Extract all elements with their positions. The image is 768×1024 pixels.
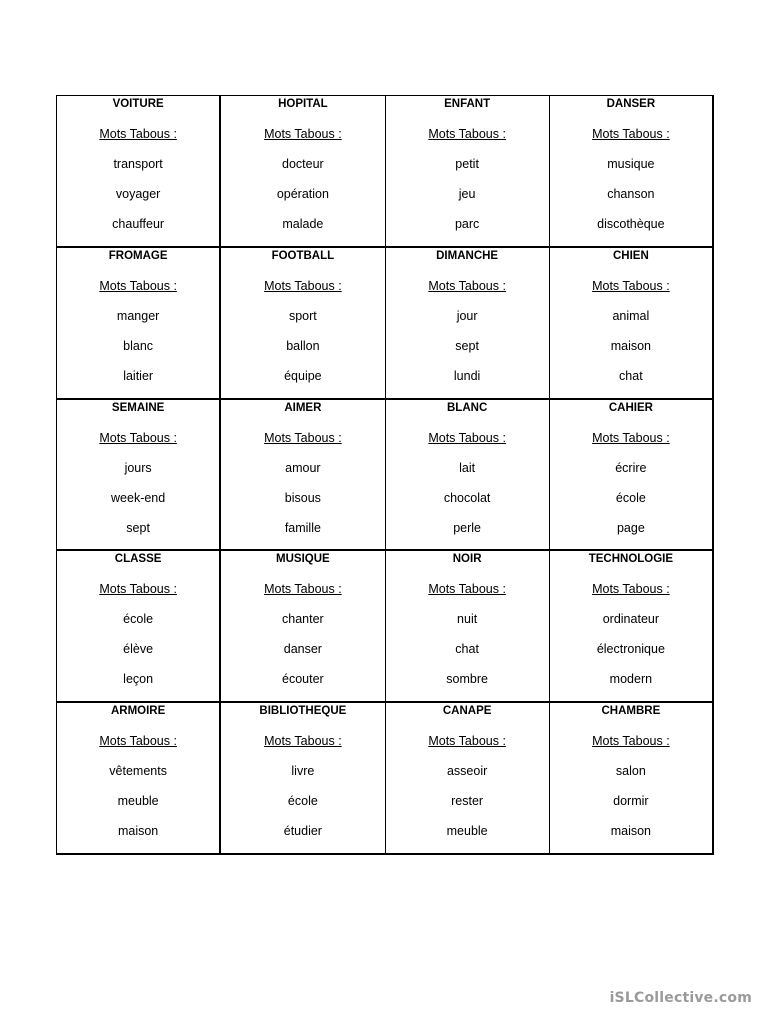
taboo-card-bibliotheque [221,703,385,855]
taboo-words-label: Mots Tabous : [428,127,506,141]
card-title: BLANC [447,401,488,414]
card-title: CHAMBRE [601,705,661,718]
taboo-word: nuit [457,612,478,627]
card-title: VOITURE [112,98,164,110]
taboo-words-label: Mots Tabous : [264,278,342,293]
taboo-word: élève [123,642,154,657]
taboo-word: électronique [596,642,665,657]
taboo-word: ordinateur [602,612,660,627]
taboo-card-technologie [550,551,714,703]
card-title: CHIEN [612,249,649,262]
taboo-words-label: Mots Tabous : [592,582,670,597]
taboo-word: chanson [607,187,655,201]
taboo-word: malade [282,217,324,231]
card-title: ENFANT [444,98,491,110]
taboo-word: week-end [111,490,166,505]
card-title: AIMER [284,401,322,414]
taboo-word: équipe [284,368,322,383]
taboo-words-label: Mots Tabous : [264,430,342,445]
taboo-word: jeu [458,187,476,201]
card-title: MUSIQUE [276,553,330,566]
taboo-word: lundi [453,368,481,383]
taboo-word: étudier [283,824,322,839]
taboo-word: sombre [446,672,488,687]
card-title: CLASSE [114,553,162,566]
taboo-word: salon [615,764,646,779]
taboo-words-label: Mots Tabous : [592,430,670,445]
taboo-word: page [616,520,645,535]
card-title: TECHNOLOGIE [588,553,674,566]
card-title: ARMOIRE [110,705,166,718]
taboo-word: vêtements [109,764,167,779]
taboo-word: chocolat [443,490,491,505]
taboo-words-label: Mots Tabous : [99,127,177,141]
taboo-words-label: Mots Tabous : [428,582,506,597]
card-title: NOIR [452,553,482,566]
taboo-word: chat [619,368,643,383]
taboo-word: meuble [446,824,488,839]
taboo-word: école [123,612,154,627]
taboo-word: livre [291,764,315,779]
taboo-words-label: Mots Tabous : [264,127,342,141]
taboo-word: laitier [123,368,154,383]
taboo-words-label: Mots Tabous : [428,430,506,445]
taboo-word: opération [276,187,329,201]
taboo-word: docteur [282,157,324,171]
card-title: DANSER [606,98,656,110]
taboo-word: jours [124,460,152,475]
taboo-word: transport [113,157,163,171]
taboo-word: école [615,490,646,505]
card-title: CANAPE [442,705,492,718]
taboo-card-grid [56,95,714,855]
taboo-word: écouter [282,672,324,687]
taboo-word: manger [116,308,160,323]
taboo-word: ballon [286,338,320,353]
taboo-word: voyager [115,187,161,201]
taboo-words-label: Mots Tabous : [264,734,342,749]
taboo-words-label: Mots Tabous : [99,734,177,749]
taboo-word: petit [455,157,479,171]
taboo-word: chauffeur [112,217,165,231]
taboo-card-noir [386,551,550,703]
taboo-words-label: Mots Tabous : [264,582,342,597]
taboo-word: perle [453,520,482,535]
taboo-word: maison [610,824,652,839]
taboo-word: jour [456,308,478,323]
taboo-word: école [287,794,318,809]
taboo-word: meuble [117,794,159,809]
taboo-words-label: Mots Tabous : [99,582,177,597]
card-title: FROMAGE [108,249,168,262]
card-title: FOOTBALL [271,249,335,262]
taboo-card-aimer [221,400,385,552]
taboo-word: musique [607,157,655,171]
taboo-word: chat [455,642,479,657]
taboo-words-label: Mots Tabous : [592,278,670,293]
taboo-word: famille [284,520,321,535]
taboo-word: parc [454,217,480,231]
taboo-word: bisous [284,490,321,505]
taboo-card-danser [550,96,714,248]
taboo-card-fromage [57,248,221,400]
taboo-card-chien [550,248,714,400]
taboo-words-label: Mots Tabous : [428,278,506,293]
taboo-words-label: Mots Tabous : [99,430,177,445]
taboo-card-hopital [221,96,385,248]
taboo-card-cahier [550,400,714,552]
card-title: SEMAINE [111,401,165,414]
taboo-word: amour [285,460,321,475]
taboo-word: sport [288,308,317,323]
taboo-word: modern [609,672,653,687]
taboo-word: discothèque [597,217,665,231]
taboo-word: blanc [123,338,154,353]
taboo-word: danser [283,642,322,657]
taboo-card-semaine [57,400,221,552]
islcollective-watermark: iSLCollective.com [609,990,752,1006]
taboo-word: dormir [613,794,649,809]
taboo-word: lait [459,460,476,475]
taboo-card-voiture [57,96,221,248]
taboo-word: animal [612,308,650,323]
taboo-card-canape [386,703,550,855]
taboo-word: maison [610,338,652,353]
taboo-word: écrire [615,460,647,475]
taboo-card-classe [57,551,221,703]
card-title: HOPITAL [278,98,328,110]
taboo-word: sept [126,520,150,535]
taboo-word: sept [455,338,479,353]
card-title: CAHIER [608,401,653,414]
taboo-card-blanc [386,400,550,552]
taboo-card-enfant [386,96,550,248]
taboo-words-label: Mots Tabous : [99,278,177,293]
taboo-card-chambre [550,703,714,855]
taboo-word: maison [117,824,159,839]
taboo-card-dimanche [386,248,550,400]
taboo-word: chanter [282,612,324,627]
card-title: BIBLIOTHEQUE [259,705,347,718]
taboo-words-label: Mots Tabous : [592,127,670,141]
taboo-card-football [221,248,385,400]
taboo-word: rester [451,794,484,809]
card-title: DIMANCHE [436,249,499,262]
taboo-word: asseoir [446,764,488,779]
taboo-words-label: Mots Tabous : [428,734,506,749]
taboo-card-armoire [57,703,221,855]
taboo-word: leçon [123,672,154,687]
taboo-card-musique [221,551,385,703]
taboo-words-label: Mots Tabous : [592,734,670,749]
